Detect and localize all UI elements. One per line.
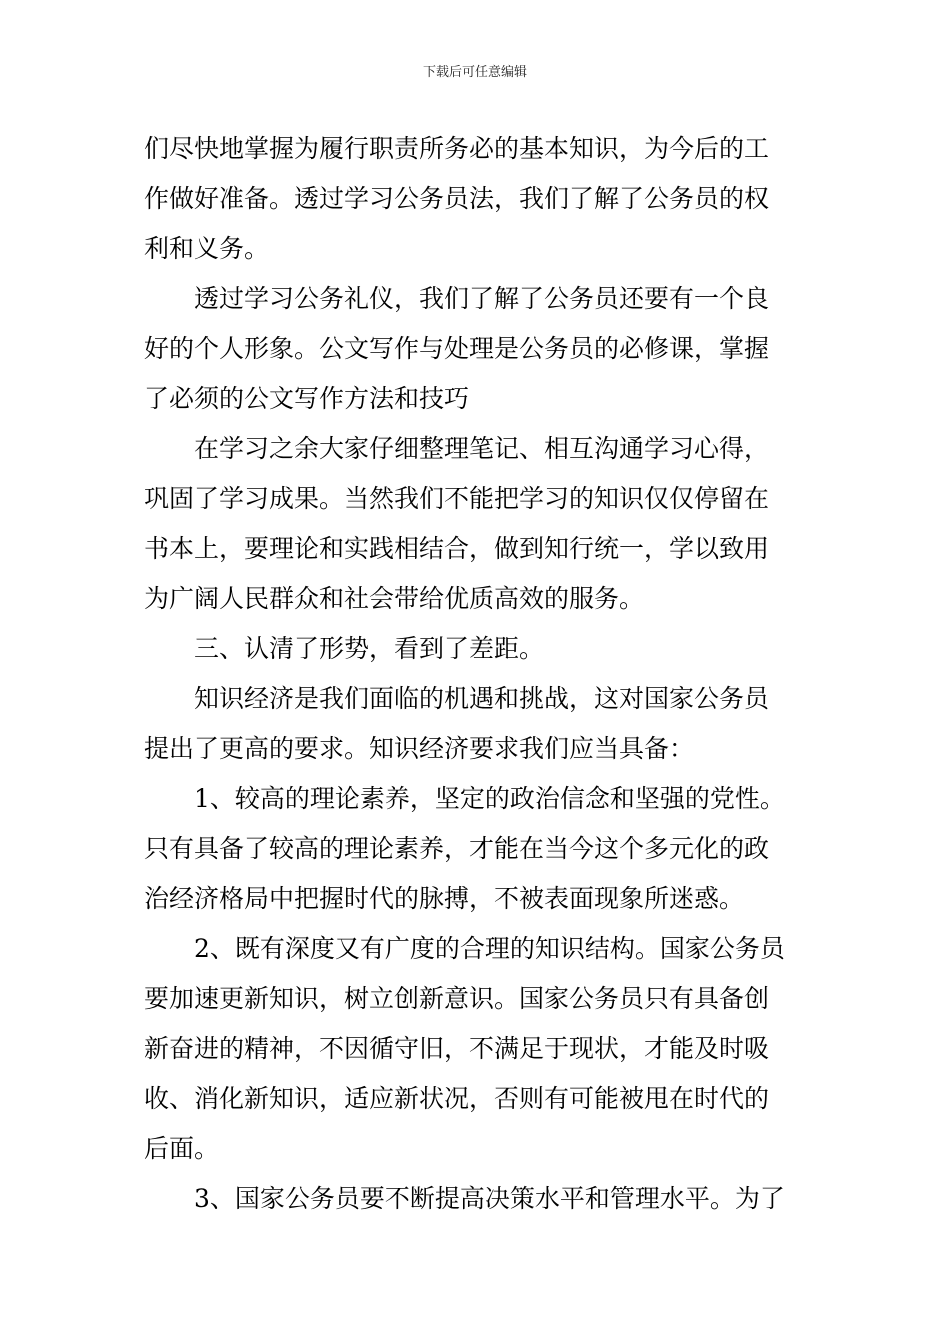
paragraph-first-line: 知识经济是我们面临的机遇和挑战，这对国家公务员 xyxy=(194,684,770,713)
text-line: 为广阔人民群众和社会带给优质高效的服务。 xyxy=(144,584,645,613)
text-line: 要加速更新知识，树立创新意识。国家公务员只有具备创 xyxy=(144,984,770,1013)
text-line: 只有具备了较高的理论素养，才能在当今这个多元化的政 xyxy=(144,834,770,863)
text-line: 好的个人形象。公文写作与处理是公务员的必修课，掌握 xyxy=(144,334,770,363)
text-line: 收、消化新知识，适应新状况，否则有可能被甩在时代的 xyxy=(144,1084,770,1113)
section-heading: 三、认清了形势，看到了差距。 xyxy=(194,634,545,663)
text-line: 们尽快地掌握为履行职责所务必的基本知识，为今后的工 xyxy=(144,134,770,163)
text-line: 提出了更高的要求。知识经济要求我们应当具备： xyxy=(144,734,695,763)
text-line: 巩固了学习成果。当然我们不能把学习的知识仅仅停留在 xyxy=(144,484,770,513)
text-line: 了必须的公文写作方法和技巧 xyxy=(144,384,470,413)
list-item-first-line: 3、国家公务员要不断提高决策水平和管理水平。为了 xyxy=(194,1184,785,1213)
list-item-first-line: 1、较高的理论素养，坚定的政治信念和坚强的党性。 xyxy=(194,784,785,813)
text-line: 新奋进的精神，不因循守旧，不满足于现状，才能及时吸 xyxy=(144,1034,770,1063)
paragraph-first-line: 透过学习公务礼仪，我们了解了公务员还要有一个良 xyxy=(194,284,770,313)
text-line: 利和义务。 xyxy=(144,234,270,263)
text-line: 后面。 xyxy=(144,1134,220,1163)
document-body xyxy=(144,124,814,1224)
list-item-first-line: 2、既有深度又有广度的合理的知识结构。国家公务员 xyxy=(194,934,785,963)
paragraph-first-line: 在学习之余大家仔细整理笔记、相互沟通学习心得， xyxy=(194,434,770,463)
text-line: 作做好准备。透过学习公务员法，我们了解了公务员的权 xyxy=(144,184,770,213)
text-line: 治经济格局中把握时代的脉搏，不被表面现象所迷惑。 xyxy=(144,884,745,913)
text-line: 书本上，要理论和实践相结合，做到知行统一，学以致用 xyxy=(144,534,770,563)
page-header: 下载后可任意编辑 xyxy=(422,65,527,80)
